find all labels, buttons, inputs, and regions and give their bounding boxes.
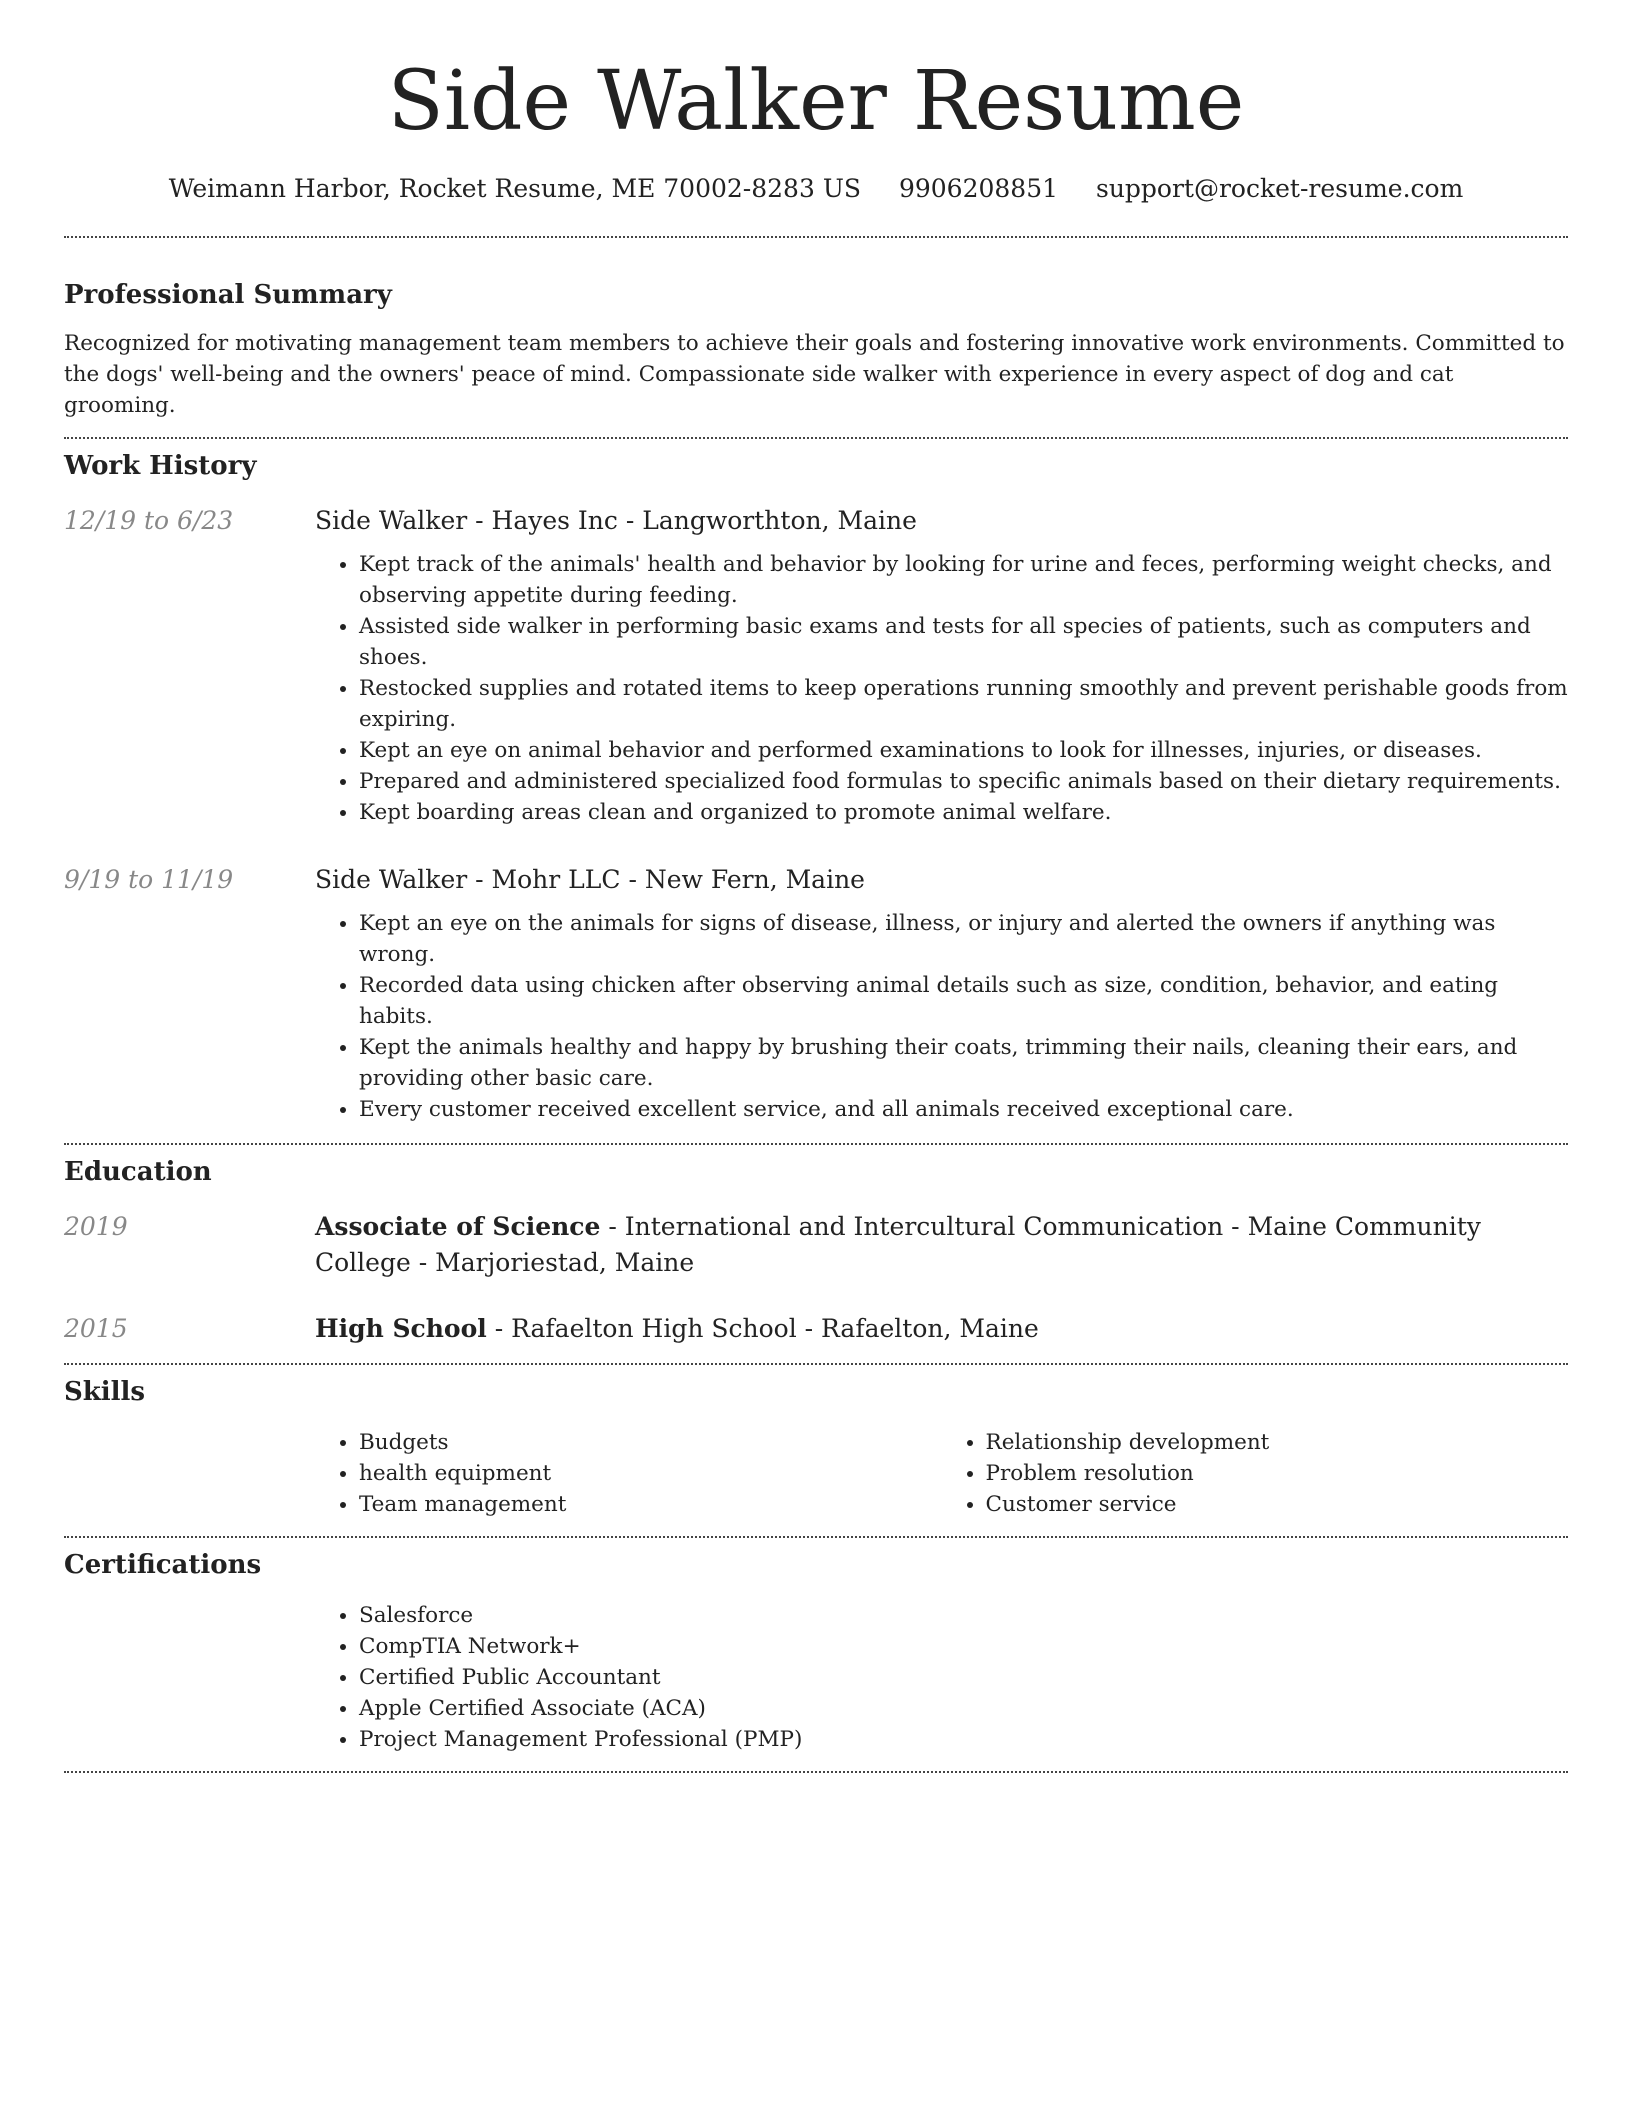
education-degree: High School bbox=[315, 1314, 487, 1343]
skill-item: • Problem resolution bbox=[986, 1458, 1569, 1489]
job-bullet: • Kept the animals healthy and happy by brushing their coats, trimming their nails, cleaning their ears, and providing other basic care. bbox=[359, 1032, 1568, 1094]
divider bbox=[64, 236, 1568, 238]
skill-item: • Budgets bbox=[359, 1427, 942, 1458]
certification-item: • Salesforce bbox=[359, 1600, 1568, 1631]
education-heading: Education bbox=[64, 1157, 212, 1187]
certification-item: • Certified Public Accountant bbox=[359, 1662, 1568, 1693]
job-heading: Side Walker - Mohr LLC - New Fern, Maine bbox=[315, 865, 865, 894]
job-dates: 12/19 to 6/23 bbox=[64, 506, 234, 535]
job-entry bbox=[64, 862, 1568, 1125]
education-section bbox=[64, 1155, 1568, 1347]
skill-item: • Customer service bbox=[986, 1489, 1569, 1520]
contact-address: Weimann Harbor, Rocket Resume, ME 70002-8283 US bbox=[168, 174, 862, 203]
job-bullet: • Every customer received excellent service, and all animals received exceptional care. bbox=[359, 1094, 1568, 1125]
divider bbox=[64, 1363, 1568, 1365]
skill-item: • Relationship development bbox=[986, 1427, 1569, 1458]
skills-heading: Skills bbox=[64, 1377, 146, 1407]
education-details: - International and Intercultural Communication - Maine Community College - Marjoriestad, Maine bbox=[315, 1212, 1481, 1277]
summary-text: Recognized for motivating management team members to achieve their goals and fostering innovative work environments. Committed to the dogs' well-being and the owners' peace of mind. Compassionate side walker with experience in every aspect of dog and cat grooming. bbox=[64, 331, 1565, 418]
contact-phone: 9906208851 bbox=[898, 174, 1059, 203]
certification-item: • CompTIA Network+ bbox=[359, 1631, 1568, 1662]
job-heading: Side Walker - Hayes Inc - Langworthton, Maine bbox=[315, 506, 917, 535]
education-degree: Associate of Science bbox=[315, 1212, 601, 1241]
job-bullet: • Recorded data using chicken after observing animal details such as size, condition, behavior, and eating habits. bbox=[359, 970, 1568, 1032]
education-entry bbox=[64, 1209, 1568, 1281]
certifications-heading: Certifications bbox=[64, 1550, 262, 1580]
divider bbox=[64, 437, 1568, 439]
certification-item: • Apple Certified Associate (ACA) bbox=[359, 1693, 1568, 1724]
summary-section bbox=[64, 278, 1568, 421]
skill-item: • Team management bbox=[359, 1489, 942, 1520]
divider bbox=[64, 1143, 1568, 1145]
contact-email: support@rocket-resume.com bbox=[1095, 174, 1464, 203]
job-bullets bbox=[315, 549, 1568, 828]
contact-line bbox=[64, 172, 1568, 206]
job-bullet: • Kept an eye on the animals for signs of disease, illness, or injury and alerted the owners if anything was wrong. bbox=[359, 908, 1568, 970]
job-entry bbox=[64, 503, 1568, 828]
divider bbox=[64, 1536, 1568, 1538]
skills-section bbox=[64, 1375, 1568, 1520]
job-bullets bbox=[315, 908, 1568, 1125]
job-bullet: • Kept boarding areas clean and organized to promote animal welfare. bbox=[359, 797, 1568, 828]
resume-page bbox=[64, 0, 1568, 1773]
skill-item: • health equipment bbox=[359, 1458, 942, 1489]
job-dates: 9/19 to 11/19 bbox=[64, 865, 234, 894]
work-history-section bbox=[64, 449, 1568, 1125]
job-bullet: • Restocked supplies and rotated items to keep operations running smoothly and prevent perishable goods from expiring. bbox=[359, 673, 1568, 735]
certification-item: • Project Management Professional (PMP) bbox=[359, 1724, 1568, 1755]
resume-title: Side Walker Resume bbox=[387, 54, 1245, 149]
education-year: 2015 bbox=[64, 1314, 128, 1343]
education-year: 2019 bbox=[64, 1212, 128, 1241]
certifications-section bbox=[64, 1548, 1568, 1755]
job-bullet: • Assisted side walker in performing basic exams and tests for all species of patients, such as computers and shoes. bbox=[359, 611, 1568, 673]
education-details: - Rafaelton High School - Rafaelton, Maine bbox=[486, 1314, 1039, 1343]
education-entry bbox=[64, 1311, 1568, 1347]
summary-heading: Professional Summary bbox=[64, 280, 392, 310]
skills-columns bbox=[315, 1427, 1568, 1520]
certifications-list bbox=[315, 1600, 1568, 1755]
job-bullet: • Prepared and administered specialized food formulas to specific animals based on their dietary requirements. bbox=[359, 766, 1568, 797]
job-bullet: • Kept an eye on animal behavior and performed examinations to look for illnesses, injuries, or diseases. bbox=[359, 735, 1568, 766]
skills-list-left bbox=[315, 1427, 942, 1520]
divider bbox=[64, 1771, 1568, 1773]
job-bullet: • Kept track of the animals' health and behavior by looking for urine and feces, performing weight checks, and observing appetite during feeding. bbox=[359, 549, 1568, 611]
work-history-heading: Work History bbox=[64, 451, 257, 481]
skills-list-right bbox=[942, 1427, 1569, 1520]
